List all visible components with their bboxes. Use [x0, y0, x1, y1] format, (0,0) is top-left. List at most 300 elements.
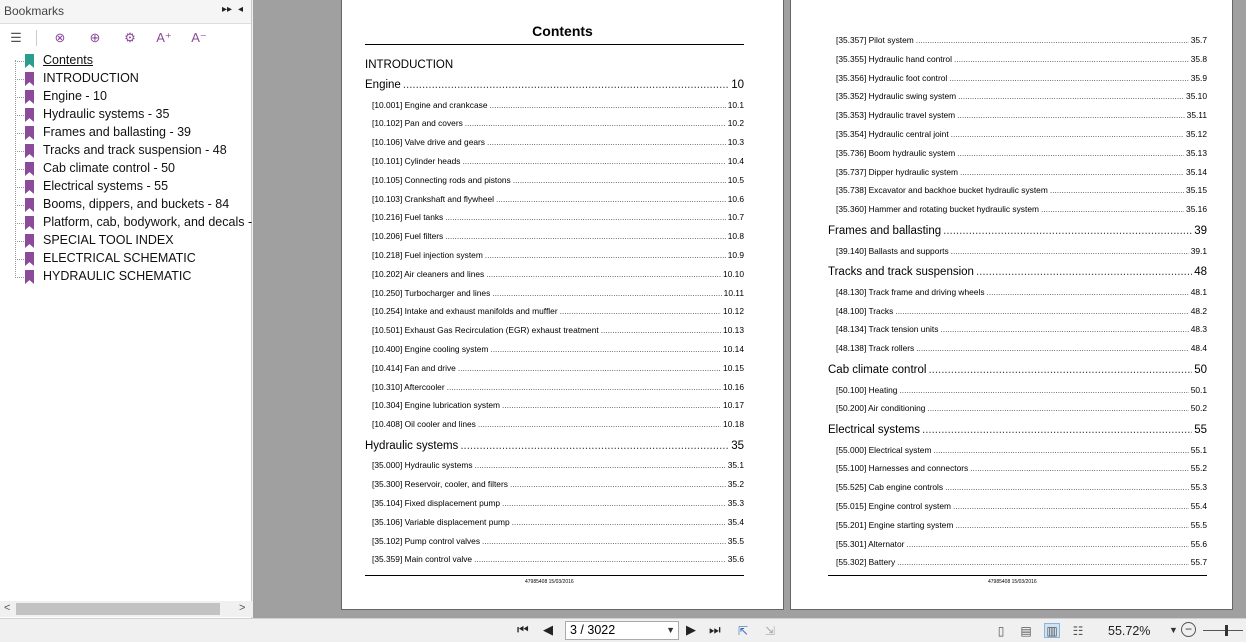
toc-page-number: 35.5	[727, 535, 744, 546]
toc-subsection-entry[interactable]	[836, 306, 1207, 316]
toc-page-number: 35.10	[1186, 91, 1207, 102]
bookmark-label: Booms, dippers, and buckets - 84	[43, 197, 230, 211]
page-title: Contents	[532, 23, 593, 39]
toc-introduction[interactable]: INTRODUCTION	[365, 59, 454, 71]
toc-page-number: 10	[731, 79, 744, 91]
toc-entry-label: [48.100] Tracks	[836, 305, 894, 316]
bookmark-item[interactable]	[0, 232, 252, 250]
bookmark-label: SPECIAL TOOL INDEX	[43, 233, 174, 247]
dot-leader	[475, 460, 726, 470]
toc-subsection-entry[interactable]	[372, 400, 744, 410]
toc-subsection-entry[interactable]	[372, 460, 744, 470]
toc-page-number: 10.9	[727, 249, 744, 260]
bookmark-label: Frames and ballasting - 39	[43, 125, 191, 139]
tree-branch-line	[15, 259, 24, 260]
toc-subsection-entry[interactable]	[836, 148, 1207, 158]
tree-branch-line	[15, 115, 24, 116]
bookmark-item[interactable]	[0, 106, 252, 124]
toc-subsection-entry[interactable]	[836, 73, 1207, 83]
toc-subsection-entry[interactable]	[836, 385, 1207, 395]
bookmark-icon	[25, 126, 34, 140]
toc-page-number: 35.6	[727, 554, 744, 565]
bookmark-label: Engine - 10	[43, 89, 107, 103]
toc-entry-label: [55.301] Alternator	[836, 538, 905, 549]
facing-view-icon[interactable]: ▥	[1044, 623, 1060, 638]
dot-leader	[943, 225, 1192, 237]
bookmark-item[interactable]	[0, 52, 252, 70]
toc-entry-label: [48.130] Track frame and driving wheels	[836, 286, 985, 297]
next-page-button[interactable]: ▶	[686, 622, 696, 637]
dot-leader	[485, 250, 726, 260]
decrease-font-icon[interactable]: A⁻	[191, 30, 207, 45]
toc-subsection-entry[interactable]	[836, 91, 1207, 101]
zoom-out-button[interactable]: −	[1181, 622, 1196, 637]
toc-subsection-entry[interactable]	[836, 129, 1207, 139]
toc-section-entry[interactable]	[828, 364, 1207, 376]
toc-subsection-entry[interactable]	[836, 501, 1207, 511]
toc-subsection-entry[interactable]	[372, 554, 744, 564]
zoom-dropdown-icon[interactable]: ▼	[1169, 625, 1178, 635]
toc-subsection-entry[interactable]	[372, 156, 744, 166]
first-page-button[interactable]: ⏮	[517, 622, 529, 637]
toc-entry-label: Electrical systems	[828, 424, 921, 437]
page-footer: 47985408 15/03/2016	[525, 579, 574, 585]
dot-leader	[987, 287, 1189, 297]
toc-page-number: 10.16	[723, 381, 744, 392]
bookmark-label: Electrical systems - 55	[43, 179, 169, 193]
toc-page-number: 48.3	[1190, 324, 1207, 335]
toc-page-number: 10.7	[727, 212, 744, 223]
dot-leader	[949, 73, 1188, 83]
toc-page-number: 48.2	[1190, 305, 1207, 316]
toc-subsection-entry[interactable]	[372, 288, 744, 298]
bookmark-label: HYDRAULIC SCHEMATIC	[43, 269, 192, 283]
dot-leader	[496, 194, 726, 204]
dot-leader	[928, 364, 1192, 376]
toc-subsection-entry[interactable]	[372, 175, 744, 185]
pdf-page-right	[790, 0, 1233, 610]
tree-branch-line	[15, 169, 24, 170]
dot-leader	[906, 539, 1188, 549]
toc-entry-label: [10.218] Fuel injection system	[372, 249, 483, 260]
toc-entry-label: [35.354] Hydraulic central joint	[836, 129, 949, 139]
toc-section-entry[interactable]	[828, 266, 1207, 278]
toc-subsection-entry[interactable]	[372, 100, 744, 110]
footer-rule	[828, 575, 1207, 576]
dot-leader	[951, 129, 1184, 139]
bookmark-item[interactable]	[0, 88, 252, 106]
toc-entry-label: [35.102] Pump control valves	[372, 535, 481, 546]
toc-entry-label: [10.216] Fuel tanks	[372, 212, 444, 223]
toc-page-number: 55.4	[1190, 501, 1207, 511]
dot-leader	[1050, 185, 1184, 195]
toc-page-number: 55.6	[1190, 538, 1207, 549]
dot-leader	[487, 137, 726, 147]
bookmarks-header	[0, 0, 251, 24]
toc-page-number: 35.15	[1186, 185, 1207, 196]
toc-subsection-entry[interactable]	[372, 479, 744, 489]
dot-leader	[478, 419, 721, 429]
dot-leader	[976, 266, 1192, 278]
toc-subsection-entry[interactable]	[372, 498, 744, 508]
toc-subsection-entry[interactable]	[372, 325, 744, 335]
tree-branch-line	[15, 151, 24, 152]
toc-page-number: 10.17	[723, 400, 744, 411]
tree-branch-line	[15, 79, 24, 80]
toc-subsection-entry[interactable]	[372, 306, 744, 316]
toc-page-number: 55.3	[1190, 482, 1207, 493]
toc-page-number: 35.14	[1186, 166, 1207, 177]
last-page-button[interactable]: ⏭	[709, 622, 721, 637]
bookmark-icon	[25, 216, 34, 230]
dot-leader	[486, 269, 721, 279]
bookmark-item[interactable]	[0, 160, 252, 178]
toc-entry-label: [35.359] Main control valve	[372, 554, 473, 565]
dot-leader	[1041, 204, 1184, 214]
bookmark-icon	[25, 144, 34, 158]
dot-leader	[954, 54, 1189, 64]
toc-page-number: 35.16	[1186, 204, 1207, 215]
bookmark-item[interactable]	[0, 70, 252, 88]
bookmark-icon	[25, 252, 34, 266]
toc-subsection-entry[interactable]	[372, 231, 744, 241]
bookmark-icon	[25, 180, 34, 194]
toc-subsection-entry[interactable]	[836, 167, 1207, 177]
title-rule	[365, 44, 744, 45]
toc-entry-label: [35.355] Hydraulic hand control	[836, 53, 952, 64]
toc-page-number: 10.11	[723, 287, 744, 298]
toc-subsection-entry[interactable]	[836, 403, 1207, 413]
dot-leader	[955, 520, 1188, 530]
toc-entry-label: [10.414] Fan and drive	[372, 362, 456, 373]
dot-leader	[403, 79, 729, 91]
dot-leader	[502, 498, 726, 508]
toc-entry-label: [55.525] Cab engine controls	[836, 482, 944, 493]
dot-leader	[460, 440, 729, 452]
toc-entry-label: [35.738] Excavator and backhoe bucket hydraulic system	[836, 185, 1048, 196]
bookmark-icon	[25, 234, 34, 248]
toc-page-number: 10.10	[723, 268, 744, 279]
toc-entry-label: [10.250] Turbocharger and lines	[372, 287, 491, 298]
pdf-page-left	[341, 0, 784, 610]
bookmark-label: Cab climate control - 50	[43, 161, 176, 175]
toc-section-entry[interactable]	[828, 225, 1207, 237]
toc-page-number: 10.4	[727, 155, 744, 166]
toc-section-entry[interactable]	[365, 79, 744, 91]
toc-subsection-entry[interactable]	[836, 185, 1207, 195]
footer-rule	[365, 575, 744, 576]
bookmark-icon	[25, 54, 34, 68]
bookmark-item[interactable]	[0, 178, 252, 196]
bookmark-item[interactable]	[0, 214, 252, 232]
toc-subsection-entry[interactable]	[372, 536, 744, 546]
bookmark-label: ELECTRICAL SCHEMATIC	[43, 251, 196, 265]
toc-page-number: 10.3	[727, 137, 744, 148]
toc-subsection-entry[interactable]	[836, 110, 1207, 120]
bookmark-item[interactable]	[0, 142, 252, 160]
toc-subsection-entry[interactable]	[836, 445, 1207, 455]
continuous-facing-view-icon[interactable]: ☷	[1072, 623, 1084, 638]
toc-entry-label: [35.352] Hydraulic swing system	[836, 91, 957, 102]
dot-leader	[916, 343, 1188, 353]
dot-leader	[490, 344, 721, 354]
toc-page-number: 10.15	[723, 362, 744, 373]
tree-branch-line	[15, 187, 24, 188]
toc-page-number: 10.1	[727, 99, 744, 110]
toc-subsection-entry[interactable]	[372, 269, 744, 279]
bookmark-icon	[25, 162, 34, 176]
dot-leader	[512, 517, 726, 527]
toc-page-number: 55.2	[1190, 463, 1207, 474]
page-number-value: 3 / 3022	[570, 623, 616, 637]
toc-page-number: 10.2	[727, 118, 744, 129]
dot-leader	[482, 536, 726, 546]
toc-subsection-entry[interactable]	[372, 194, 744, 204]
dot-leader	[601, 325, 721, 335]
toc-entry-label: Cab climate control	[828, 364, 927, 376]
toc-subsection-entry[interactable]	[372, 363, 744, 373]
toc-entry-label: [55.201] Engine starting system	[836, 519, 954, 530]
bookmark-settings-icon[interactable]: ⚙	[124, 30, 136, 45]
toc-subsection-entry[interactable]	[836, 54, 1207, 64]
dot-leader	[953, 501, 1189, 511]
dot-leader	[445, 231, 725, 241]
go-forward-view-icon[interactable]: ⇲	[764, 623, 776, 638]
toc-entry-label: [10.103] Crankshaft and flywheel	[372, 193, 494, 204]
add-bookmark-icon[interactable]: ⊕	[89, 30, 101, 45]
toc-page-number: 35.13	[1186, 147, 1207, 158]
toc-subsection-entry[interactable]	[836, 539, 1207, 549]
delete-bookmark-icon[interactable]: ⊗	[54, 30, 66, 45]
toc-subsection-entry[interactable]	[836, 324, 1207, 334]
toc-subsection-entry[interactable]	[836, 35, 1207, 45]
bookmark-label: INTRODUCTION	[43, 71, 139, 85]
dot-leader	[922, 424, 1192, 436]
dot-leader	[462, 156, 725, 166]
toc-entry-label: Hydraulic systems	[365, 439, 459, 452]
toc-entry-label: [50.200] Air conditioning	[836, 403, 926, 414]
toc-subsection-entry[interactable]	[372, 382, 744, 392]
toc-page-number: 10.6	[727, 193, 744, 204]
dot-leader	[513, 175, 726, 185]
toc-subsection-entry[interactable]	[836, 287, 1207, 297]
scroll-left-icon[interactable]: <	[4, 602, 11, 614]
toc-page-number: 50	[1194, 364, 1207, 376]
toc-entry-label: Tracks and track suspension	[828, 266, 974, 279]
toc-entry-label: Frames and ballasting	[828, 225, 942, 237]
bookmarks-panel	[0, 0, 252, 618]
dot-leader	[916, 35, 1189, 45]
toc-entry-label: [10.106] Valve drive and gears	[372, 137, 485, 148]
toc-page-number: 35.2	[727, 479, 744, 490]
dot-leader	[489, 100, 725, 110]
dot-leader	[960, 167, 1184, 177]
dot-leader	[927, 403, 1188, 413]
toc-page-number: 55.5	[1190, 519, 1207, 530]
bookmark-label: Contents	[43, 53, 94, 67]
dot-leader	[940, 324, 1188, 334]
toc-page-number: 55.1	[1190, 444, 1207, 455]
toc-entry-label: [35.106] Variable displacement pump	[372, 516, 510, 527]
toc-subsection-entry[interactable]	[836, 343, 1207, 353]
dot-leader	[899, 385, 1188, 395]
dot-leader	[945, 482, 1189, 492]
page-dropdown-icon[interactable]: ▼	[666, 625, 675, 635]
toc-entry-label: [35.356] Hydraulic foot control	[836, 72, 948, 83]
toc-subsection-entry[interactable]	[372, 212, 744, 222]
previous-page-button[interactable]: ◀	[543, 622, 553, 637]
dot-leader	[447, 382, 721, 392]
bookmark-item[interactable]	[0, 124, 252, 142]
toc-entry-label: [10.501] Exhaust Gas Recirculation (EGR) exhaust treatment	[372, 325, 599, 336]
dot-leader	[895, 306, 1188, 316]
toc-subsection-entry[interactable]	[372, 137, 744, 147]
dot-leader	[465, 118, 726, 128]
toc-entry-label: [10.304] Engine lubrication system	[372, 400, 501, 411]
dot-leader	[510, 479, 726, 489]
page-number-input[interactable]	[565, 621, 679, 640]
dot-leader	[492, 288, 721, 298]
toc-entry-label: [35.300] Reservoir, cooler, and filters	[372, 479, 508, 490]
dot-leader	[560, 306, 721, 316]
toc-entry-label: [39.140] Ballasts and supports	[836, 245, 949, 256]
expand-panel-icon[interactable]: ▸▸	[222, 4, 233, 15]
toc-entry-label: Engine	[365, 79, 401, 91]
toc-page-number: 35.8	[1190, 53, 1207, 64]
toc-subsection-entry[interactable]	[836, 246, 1207, 256]
tree-branch-line	[15, 277, 24, 278]
toc-page-number: 39	[1194, 225, 1207, 237]
bookmark-options-icon[interactable]: ☰	[10, 30, 22, 45]
toc-page-number: 35.7	[1190, 35, 1207, 45]
toc-subsection-entry[interactable]	[836, 463, 1207, 473]
toc-subsection-entry[interactable]	[372, 250, 744, 260]
tree-branch-line	[15, 133, 24, 134]
dot-leader	[445, 212, 725, 222]
tree-branch-line	[15, 205, 24, 206]
toc-subsection-entry[interactable]	[372, 517, 744, 527]
toc-entry-label: [35.353] Hydraulic travel system	[836, 110, 956, 121]
zoom-slider[interactable]	[1203, 630, 1243, 631]
toc-entry-label: [35.104] Fixed displacement pump	[372, 498, 501, 508]
toc-section-entry[interactable]	[365, 440, 744, 452]
scroll-right-icon[interactable]: >	[239, 602, 246, 614]
dot-leader	[933, 445, 1188, 455]
bookmark-icon	[25, 72, 34, 86]
toc-entry-label: [10.202] Air cleaners and lines	[372, 268, 485, 279]
toc-page-number: 10.8	[727, 231, 744, 242]
bookmark-item[interactable]	[0, 250, 252, 268]
status-toolbar	[0, 618, 1246, 642]
tree-branch-line	[15, 241, 24, 242]
document-view[interactable]	[253, 0, 1246, 618]
bookmarks-title: Bookmarks	[4, 4, 65, 18]
bookmark-label: Hydraulic systems - 35	[43, 107, 170, 121]
bookmark-item[interactable]	[0, 268, 252, 286]
toc-entry-label: [10.206] Fuel filters	[372, 231, 444, 242]
toc-page-number: 10.18	[723, 419, 744, 430]
toc-entry-label: [55.100] Harnesses and connectors	[836, 463, 969, 474]
toc-subsection-entry[interactable]	[836, 204, 1207, 214]
tree-branch-line	[15, 61, 24, 62]
single-page-view-icon[interactable]: ▯	[997, 623, 1005, 638]
toc-entry-label: [48.134] Track tension units	[836, 324, 939, 335]
dot-leader	[474, 554, 726, 564]
tree-branch-line	[15, 97, 24, 98]
toc-entry-label: [10.102] Pan and covers	[372, 118, 463, 129]
increase-font-icon[interactable]: A⁺	[156, 30, 172, 45]
toc-page-number: 35.9	[1190, 72, 1207, 83]
collapse-panel-icon[interactable]: ◂	[238, 4, 244, 15]
toc-page-number: 39.1	[1190, 245, 1207, 256]
toc-page-number: 55	[1194, 424, 1207, 437]
toc-page-number: 48.1	[1190, 286, 1207, 297]
toc-page-number: 35.12	[1186, 129, 1207, 139]
toc-page-number: 55.7	[1190, 557, 1207, 568]
horizontal-scrollbar[interactable]	[0, 601, 252, 617]
toc-page-number: 35.1	[727, 460, 744, 471]
toc-page-number: 48.4	[1190, 343, 1207, 354]
toc-entry-label: [35.000] Hydraulic systems	[372, 460, 473, 471]
bookmark-item[interactable]	[0, 196, 252, 214]
toc-page-number: 35.4	[727, 516, 744, 527]
dot-leader	[958, 91, 1184, 101]
toc-entry-label: [10.001] Engine and crankcase	[372, 99, 488, 110]
zoom-level[interactable]: 55.72%	[1108, 624, 1151, 638]
toc-subsection-entry[interactable]	[836, 520, 1207, 530]
toc-page-number: 48	[1194, 266, 1207, 279]
toc-entry-label: [50.100] Heating	[836, 384, 898, 395]
bookmark-tree	[0, 52, 252, 286]
dot-leader	[970, 463, 1188, 473]
toc-section-entry[interactable]	[828, 424, 1207, 436]
toc-page-number: 50.2	[1190, 403, 1207, 414]
toc-entry-label: [10.254] Intake and exhaust manifolds and muffler	[372, 306, 558, 317]
bookmark-icon	[25, 90, 34, 104]
toc-entry-label: [55.015] Engine control system	[836, 501, 951, 511]
toc-subsection-entry[interactable]	[836, 482, 1207, 492]
toc-entry-label: [55.000] Electrical system	[836, 444, 932, 455]
dot-leader	[502, 400, 721, 410]
toc-page-number: 10.5	[727, 174, 744, 185]
toc-subsection-entry[interactable]	[372, 118, 744, 128]
toc-subsection-entry[interactable]	[372, 419, 744, 429]
toc-subsection-entry[interactable]	[836, 557, 1207, 567]
bookmark-label: Platform, cab, bodywork, and decals -	[43, 215, 253, 229]
toc-entry-label: [10.105] Connecting rods and pistons	[372, 174, 511, 185]
scrollbar-thumb[interactable]	[16, 603, 220, 615]
bookmark-icon	[25, 270, 34, 284]
toc-entry-label: [35.360] Hammer and rotating bucket hydraulic system	[836, 204, 1039, 215]
toc-entry-label: [10.400] Engine cooling system	[372, 343, 489, 354]
continuous-view-icon[interactable]: ▤	[1020, 623, 1032, 638]
toc-entry-label: [10.310] Aftercooler	[372, 381, 445, 392]
dot-leader	[458, 363, 721, 373]
dot-leader	[897, 557, 1189, 567]
bookmarks-toolbar	[0, 24, 251, 52]
toolbar-divider	[36, 30, 37, 46]
dot-leader	[957, 110, 1184, 120]
toc-subsection-entry[interactable]	[372, 344, 744, 354]
bookmark-icon	[25, 108, 34, 122]
toc-page-number: 10.14	[723, 343, 744, 354]
go-back-view-icon[interactable]: ⇱	[737, 623, 749, 638]
page-footer: 47985408 15/03/2016	[988, 579, 1037, 585]
bookmark-icon	[25, 198, 34, 212]
toc-page-number: 35.11	[1186, 110, 1207, 121]
toc-entry-label: [35.736] Boom hydraulic system	[836, 147, 956, 158]
zoom-slider-knob[interactable]	[1225, 625, 1228, 636]
